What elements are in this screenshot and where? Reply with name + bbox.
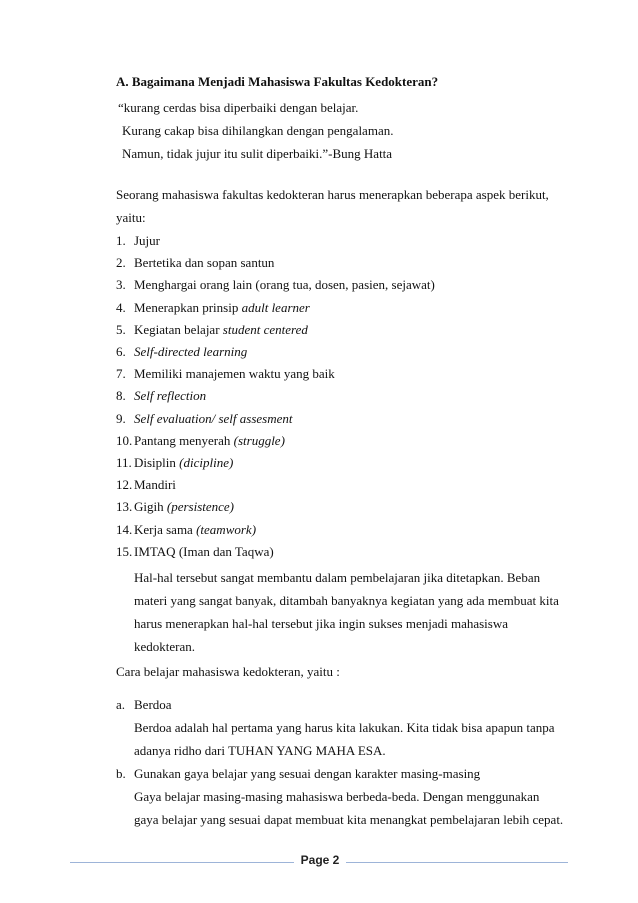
list-item-text: IMTAQ (Iman dan Taqwa)	[134, 544, 274, 559]
study-item-letter: a.	[116, 697, 126, 712]
study-item-body: Berdoa adalah hal pertama yang harus kita lakukan. Kita tidak bisa apapun tanpa	[134, 720, 555, 735]
intro-line: yaitu:	[116, 210, 146, 225]
list-item	[134, 322, 308, 338]
list-item-italic-text: Self-directed learning	[134, 344, 248, 359]
list-item-number: 15.	[116, 544, 133, 559]
list-item-text: Kerja sama	[134, 522, 197, 537]
list-item	[134, 300, 310, 316]
list-item-number: 14.	[116, 522, 133, 537]
list-item-number: 1.	[116, 233, 126, 248]
list-item-text: Menghargai orang lain (orang tua, dosen, pasien, sejawat)	[134, 277, 435, 292]
intro-line: Seorang mahasiswa fakultas kedokteran harus menerapkan beberapa aspek berikut,	[116, 187, 549, 202]
list-item-italic-text: (teamwork)	[196, 522, 257, 537]
list-item	[134, 411, 293, 427]
list-item-italic-text: Self evaluation/ self assesment	[134, 411, 293, 426]
list-item-number: 10.	[116, 433, 133, 448]
list-item-number: 7.	[116, 366, 126, 381]
section-heading: A. Bagaimana Menjadi Mahasiswa Fakultas Kedokteran?	[116, 74, 439, 89]
list-paragraph-line: harus menerapkan hal-hal tersebut jika ingin sukses menjadi mahasiswa	[134, 616, 509, 631]
list-item	[134, 544, 274, 560]
list-item	[134, 455, 233, 471]
list-item-number: 4.	[116, 300, 126, 315]
study-item-body: gaya belajar yang sesuai dapat membuat kita menangkat pembelajaran lebih cepat.	[134, 812, 564, 827]
list-item-text: Kegiatan belajar	[134, 322, 223, 337]
list-item-number: 3.	[116, 277, 126, 292]
list-item-number: 8.	[116, 388, 126, 403]
list-item	[134, 522, 256, 538]
list-item-italic-text: (persistence)	[166, 499, 235, 514]
list-item	[134, 344, 247, 360]
study-item-title: Gunakan gaya belajar yang sesuai dengan karakter masing-masing	[134, 766, 481, 781]
list-item	[134, 233, 160, 249]
list-item-text: Disiplin	[134, 455, 180, 470]
list-item-number: 11.	[116, 455, 132, 470]
list-item-number: 6.	[116, 344, 126, 359]
list-paragraph-line: Hal-hal tersebut sangat membantu dalam pembelajaran jika ditetapkan. Beban	[134, 570, 541, 585]
list-item-number: 5.	[116, 322, 126, 337]
study-intro: Cara belajar mahasiswa kedokteran, yaitu :	[116, 664, 340, 679]
study-item-letter: b.	[116, 766, 126, 781]
list-paragraph-line: kedokteran.	[134, 639, 196, 654]
quote-line: Namun, tidak jujur itu sulit diperbaiki.”-Bung Hatta	[122, 146, 393, 161]
list-item-italic-text: student centered	[222, 322, 308, 337]
list-item-number: 12.	[116, 477, 133, 492]
footer-rule-left	[70, 862, 294, 863]
list-item	[134, 255, 274, 271]
quote-line: Kurang cakap bisa dihilangkan dengan pengalaman.	[122, 123, 394, 138]
list-item	[134, 277, 435, 293]
list-item-text: Mandiri	[134, 477, 176, 492]
study-item-title: Berdoa	[134, 697, 172, 712]
list-item-number: 9.	[116, 411, 126, 426]
list-item-text: Gigih	[134, 499, 167, 514]
list-item-number: 2.	[116, 255, 126, 270]
list-item	[134, 366, 335, 382]
list-item-number: 13.	[116, 499, 133, 514]
page-number: Page 2	[300, 853, 340, 867]
study-item-body: Gaya belajar masing-masing mahasiswa berbeda-beda. Dengan menggunakan	[134, 789, 540, 804]
quote-line: “kurang cerdas bisa diperbaiki dengan belajar.	[118, 100, 359, 115]
list-item-text: Menerapkan prinsip	[134, 300, 242, 315]
list-item-italic-text: adult learner	[241, 300, 310, 315]
list-item-text: Memiliki manajemen waktu yang baik	[134, 366, 335, 381]
list-item-text: Pantang menyerah	[134, 433, 234, 448]
list-item-italic-text: Self reflection	[134, 388, 207, 403]
footer-rule-right	[346, 862, 568, 863]
list-item	[134, 388, 206, 404]
list-item-text: Bertetika dan sopan santun	[134, 255, 275, 270]
list-item	[134, 477, 176, 493]
list-item-text: Jujur	[134, 233, 160, 248]
list-paragraph-line: materi yang sangat banyak, ditambah banyaknya kegiatan yang ada membuat kita	[134, 593, 559, 608]
list-item-italic-text: (struggle)	[233, 433, 285, 448]
list-item	[134, 433, 285, 449]
list-item	[134, 499, 234, 515]
list-item-italic-text: (dicipline)	[179, 455, 234, 470]
study-item-body: adanya ridho dari TUHAN YANG MAHA ESA.	[134, 743, 386, 758]
